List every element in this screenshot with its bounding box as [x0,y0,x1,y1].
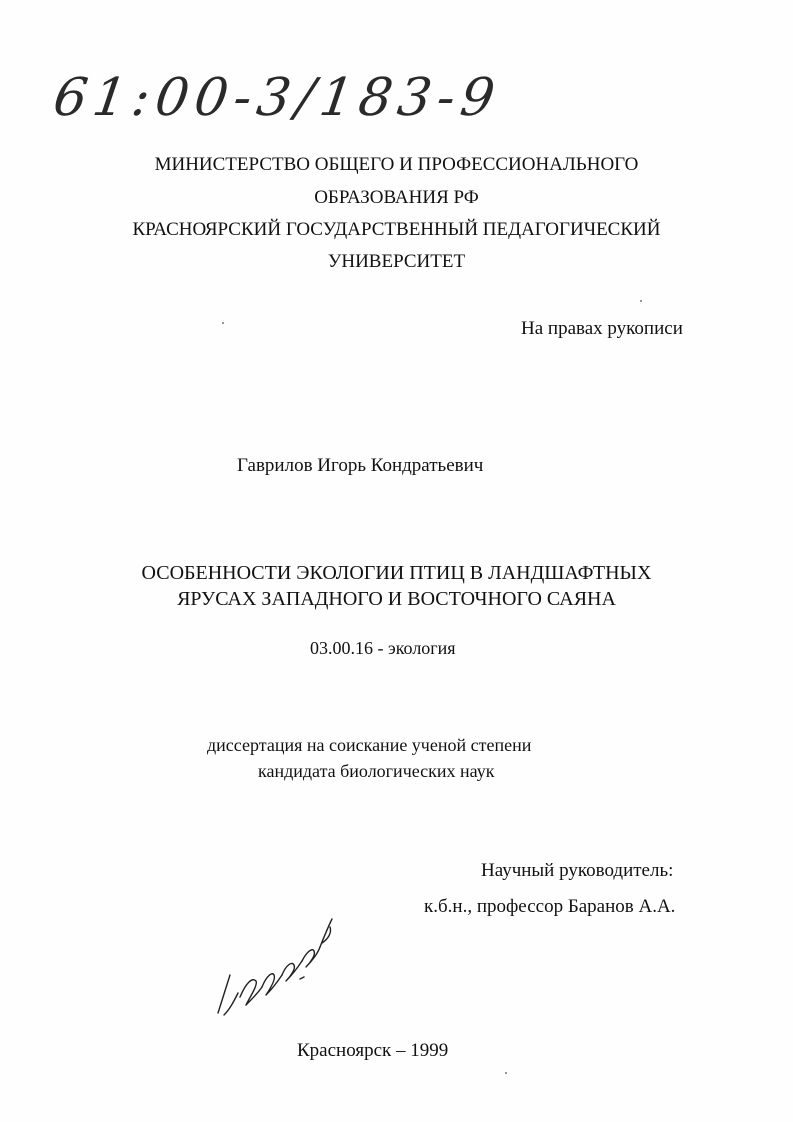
thesis-title-line-2: ЯРУСАХ ЗАПАДНОГО И ВОСТОЧНОГО САЯНА [177,588,616,610]
dissertation-line-1: диссертация на соискание ученой степени [207,735,532,755]
handwritten-shelf-mark: 61:00-3/183-9 [49,68,505,128]
university-line-2: УНИВЕРСИТЕТ [327,251,466,272]
thesis-title-line-1: ОСОБЕННОСТИ ЭКОЛОГИИ ПТИЦ В ЛАНДШАФТНЫХ [141,562,652,584]
specialty-code: 03.00.16 - экология [310,638,456,658]
dissertation-line-2: кандидата биологических наук [258,761,495,781]
handwritten-signature [200,905,350,1035]
author-name: Гаврилов Игорь Кондратьевич [237,455,484,476]
supervisor-label: Научный руководитель: [481,860,674,881]
university-line-1: КРАСНОЯРСКИЙ ГОСУДАРСТВЕННЫЙ ПЕДАГОГИЧЕСКИЙ [132,219,661,240]
supervisor-name: к.б.н., профессор Баранов А.А. [424,896,676,917]
ministry-line-1: МИНИСТЕРСТВО ОБЩЕГО И ПРОФЕССИОНАЛЬНОГО [154,154,639,175]
rights-note: На правах рукописи [521,318,683,339]
city-year: Красноярск – 1999 [297,1040,449,1061]
scan-speck [640,300,642,302]
scan-speck [222,322,224,324]
scan-speck [505,1072,507,1074]
ministry-line-2: ОБРАЗОВАНИЯ РФ [314,187,479,208]
